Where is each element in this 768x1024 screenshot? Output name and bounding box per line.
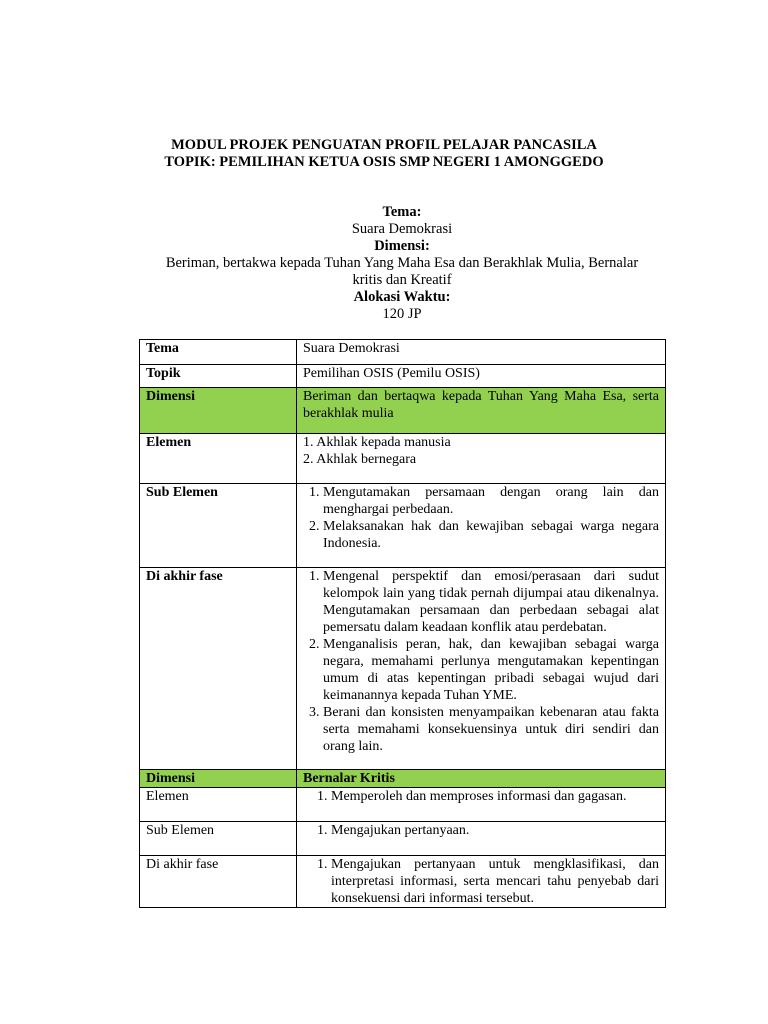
list-item: 2. Akhlak bernegara <box>303 452 417 467</box>
row-value <box>297 822 666 856</box>
sub-elemen-list <box>303 484 659 552</box>
table-row-dimensi-2 <box>140 770 666 788</box>
alokasi-value: 120 JP <box>382 306 422 322</box>
sub-elemen-2-list <box>303 822 659 839</box>
akhir-fase-2-list <box>303 856 659 907</box>
list-item: 1. Mengajukan pertanyaan. <box>331 822 659 839</box>
row-value: Suara Demokrasi <box>297 340 666 365</box>
table-row-elemen-2 <box>140 788 666 822</box>
table-row-sub-elemen-2 <box>140 822 666 856</box>
list-item: 1. Mengajukan pertanyaan untuk mengklasifikasi, dan interpretasi informasi, serta mencari tahu penyebab dari konsekuensi dari informasi tersebut. <box>331 856 659 907</box>
row-label: Sub Elemen <box>140 484 297 568</box>
row-label: Sub Elemen <box>140 822 297 856</box>
table-row-elemen-1 <box>140 434 666 484</box>
row-label: Di akhir fase <box>140 856 297 908</box>
list-item: 3. Berani dan konsisten menyampaikan kebenaran atau fakta serta memahami konsekuensinya untuk diri sendiri dan orang lain. <box>323 704 659 755</box>
row-label: Dimensi <box>140 770 297 788</box>
table-row-dimensi-1 <box>140 388 666 434</box>
table-row-sub-elemen-1 <box>140 484 666 568</box>
dimensi-label: Dimensi: <box>374 238 430 254</box>
list-item: 1. Akhlak kepada manusia <box>303 435 451 450</box>
list-item: 1. Memperoleh dan memproses informasi dan gagasan. <box>331 788 659 805</box>
table-row-akhir-fase-1 <box>140 568 666 770</box>
row-label: Tema <box>140 340 297 365</box>
row-value <box>297 434 666 484</box>
list-item: 1. Mengutamakan persamaan dengan orang lain dan menghargai perbedaan. <box>323 484 659 518</box>
row-value <box>297 484 666 568</box>
dimensi-value-line-2: kritis dan Kreatif <box>352 272 452 288</box>
row-value <box>297 568 666 770</box>
info-block <box>118 204 686 323</box>
page-title <box>0 137 768 171</box>
row-value: Beriman dan bertaqwa kepada Tuhan Yang Maha Esa, serta berakhlak mulia <box>297 388 666 434</box>
elemen-2-list <box>303 788 659 805</box>
table-row-tema <box>140 340 666 365</box>
list-item: 2. Menganalisis peran, hak, dan kewajiban sebagai warga negara, memahami perlunya mengutamakan kepentingan umum di atas kepentingan pribadi sebagai wujud dari keimanannya kepada Tuhan YME. <box>323 636 659 704</box>
row-label: Dimensi <box>140 388 297 434</box>
list-item: 1. Mengenal perspektif dan emosi/perasaan dari sudut kelompok lain yang tidak pernah dijumpai atau dikenalnya. Mengutamakan persamaan dan perbedaan sebagai alat pemersatu dalam keadaan konflik atau perdebatan. <box>323 568 659 636</box>
row-label: Elemen <box>140 788 297 822</box>
dimensi-value-line-1: Beriman, bertakwa kepada Tuhan Yang Maha Esa dan Berakhlak Mulia, Bernalar <box>165 255 639 271</box>
alokasi-label: Alokasi Waktu: <box>353 289 451 305</box>
row-value: Bernalar Kritis <box>297 770 666 788</box>
row-value <box>297 788 666 822</box>
row-label: Elemen <box>140 434 297 484</box>
row-value: Pemilihan OSIS (Pemilu OSIS) <box>297 365 666 388</box>
tema-value: Suara Demokrasi <box>351 221 453 237</box>
module-table <box>139 339 666 908</box>
table-row-akhir-fase-2 <box>140 856 666 908</box>
title-line-2: TOPIK: PEMILIHAN KETUA OSIS SMP NEGERI 1 AMONGGEDO <box>164 154 604 170</box>
table-row-topik <box>140 365 666 388</box>
row-label: Di akhir fase <box>140 568 297 770</box>
tema-label: Tema: <box>382 204 422 220</box>
list-item: 2. Melaksanakan hak dan kewajiban sebagai warga negara Indonesia. <box>323 518 659 552</box>
akhir-fase-list <box>303 568 659 755</box>
row-value <box>297 856 666 908</box>
title-line-1: MODUL PROJEK PENGUATAN PROFIL PELAJAR PANCASILA <box>171 137 597 153</box>
row-label: Topik <box>140 365 297 388</box>
